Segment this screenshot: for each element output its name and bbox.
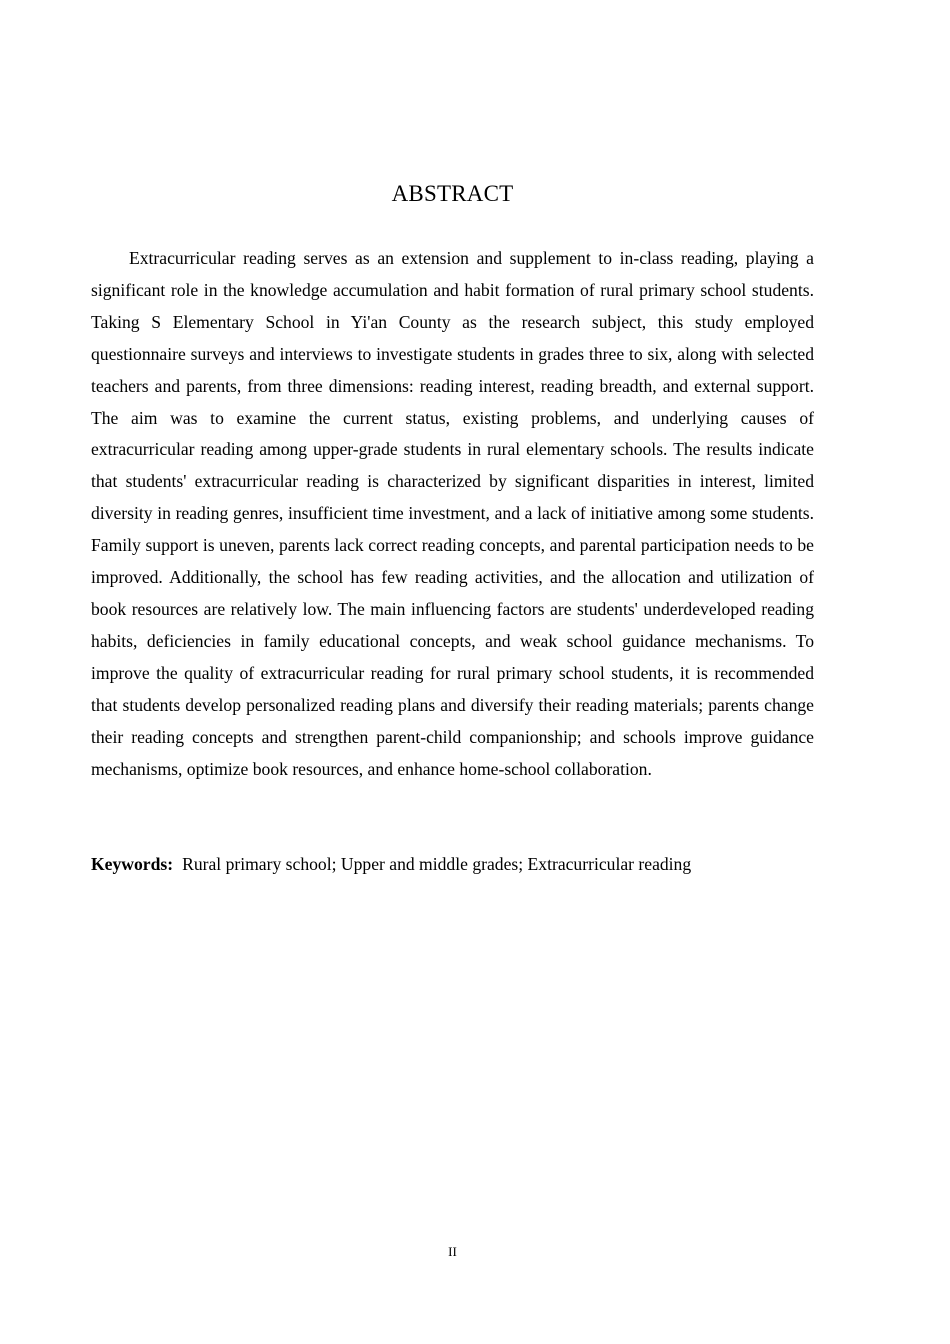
abstract-title: ABSTRACT bbox=[391, 181, 514, 206]
abstract-body-paragraph: Extracurricular reading serves as an extension and supplement to in-class reading, playing a significant role in the knowledge accumulation and habit formation of rural primary school students. Taking S Elementary School in Yi'an County as the research subject, this study employed questionnaire surveys and interviews to investigate students in grades three to six, along with selected teachers and parents, from three dimensions: reading interest, reading breadth, and external support. The aim was to examine the current status, existing problems, and underlying causes of extracurricular reading among upper-grade students in rural elementary schools. The results indicate that students' extracurricular reading is characterized by significant disparities in interest, limited diversity in reading genres, insufficient time investment, and a lack of initiative among some students. Family support is uneven, parents lack correct reading concepts, and parental participation needs to be improved. Additionally, the school has few reading activities, and the allocation and utilization of book resources are relatively low. The main influencing factors are students' underdeveloped reading habits, deficiencies in family educational concepts, and weak school guidance mechanisms. To improve the quality of extracurricular reading for rural primary school students, it is recommended that students develop personalized reading plans and diversify their reading materials; parents change their reading concepts and strengthen parent-child companionship; and schools improve guidance mechanisms, optimize book resources, and enhance home-school collaboration. bbox=[91, 248, 814, 779]
keywords-line bbox=[91, 849, 814, 879]
page-number: II bbox=[448, 1244, 457, 1259]
keywords-label: Keywords: bbox=[91, 854, 174, 874]
keywords-value: Rural primary school; Upper and middle grades; Extracurricular reading bbox=[182, 854, 692, 874]
